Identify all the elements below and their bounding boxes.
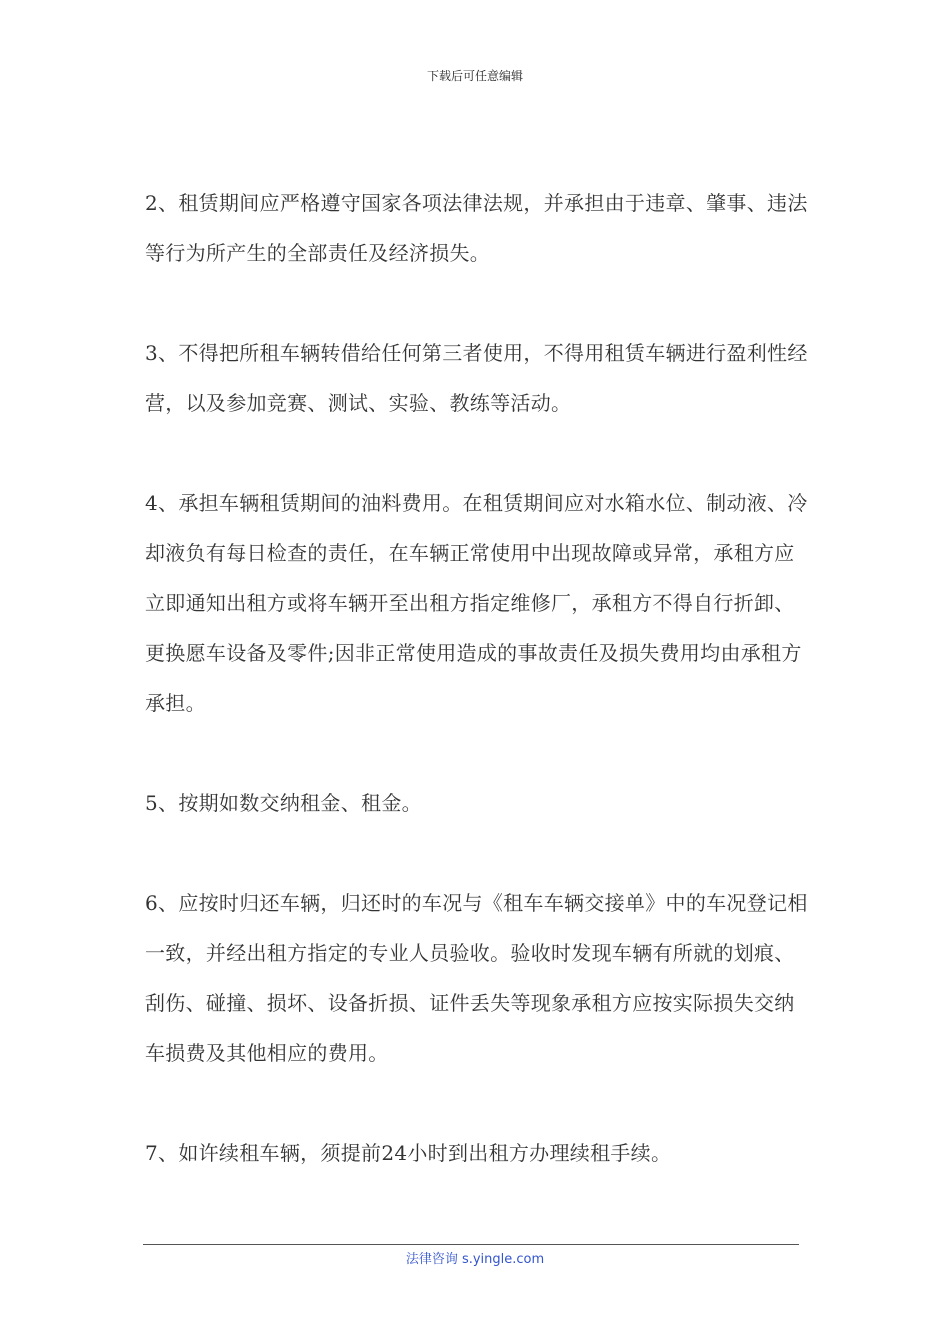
paragraph-4: 4、承担车辆租赁期间的油料费用。在租赁期间应对水箱水位、制动液、冷却液负有每日检查的责任，在车辆正常使用中出现故障或异常，承租方应立即通知出租方或将车辆开至出租方指定维修厂，承租方不得自行折卸、更换愿车设备及零件;因非正常使用造成的事故责任及损失费用均由承租方承担。 [145,491,808,715]
document-body [145,178,810,1228]
paragraph-3: 3、不得把所租车辆转借给任何第三者使用，不得用租赁车辆进行盈利性经营，以及参加竞赛、测试、实验、教练等活动。 [145,341,808,415]
paragraph-2: 2、租赁期间应严格遵守国家各项法律法规，并承担由于违章、肇事、违法等行为所产生的全部责任及经济损失。 [145,191,808,265]
paragraph-6: 6、应按时归还车辆，归还时的车况与《租车车辆交接单》中的车况登记相一致，并经出租方指定的专业人员验收。验收时发现车辆有所就的划痕、刮伤、碰撞、损坏、设备折损、证件丢失等现象承租方应按实际损失交纳车损费及其他相应的费用。 [145,891,808,1065]
footer-divider [143,1244,799,1245]
paragraph-7: 7、如许续租车辆，须提前24小时到出租方办理续租手续。 [145,1141,672,1165]
footer-link[interactable]: 法律咨询 s.yingle.com [405,1252,545,1267]
paragraph-5: 5、按期如数交纳租金、租金。 [145,791,422,815]
page-header-note: 下载后可任意编辑 [426,69,523,83]
